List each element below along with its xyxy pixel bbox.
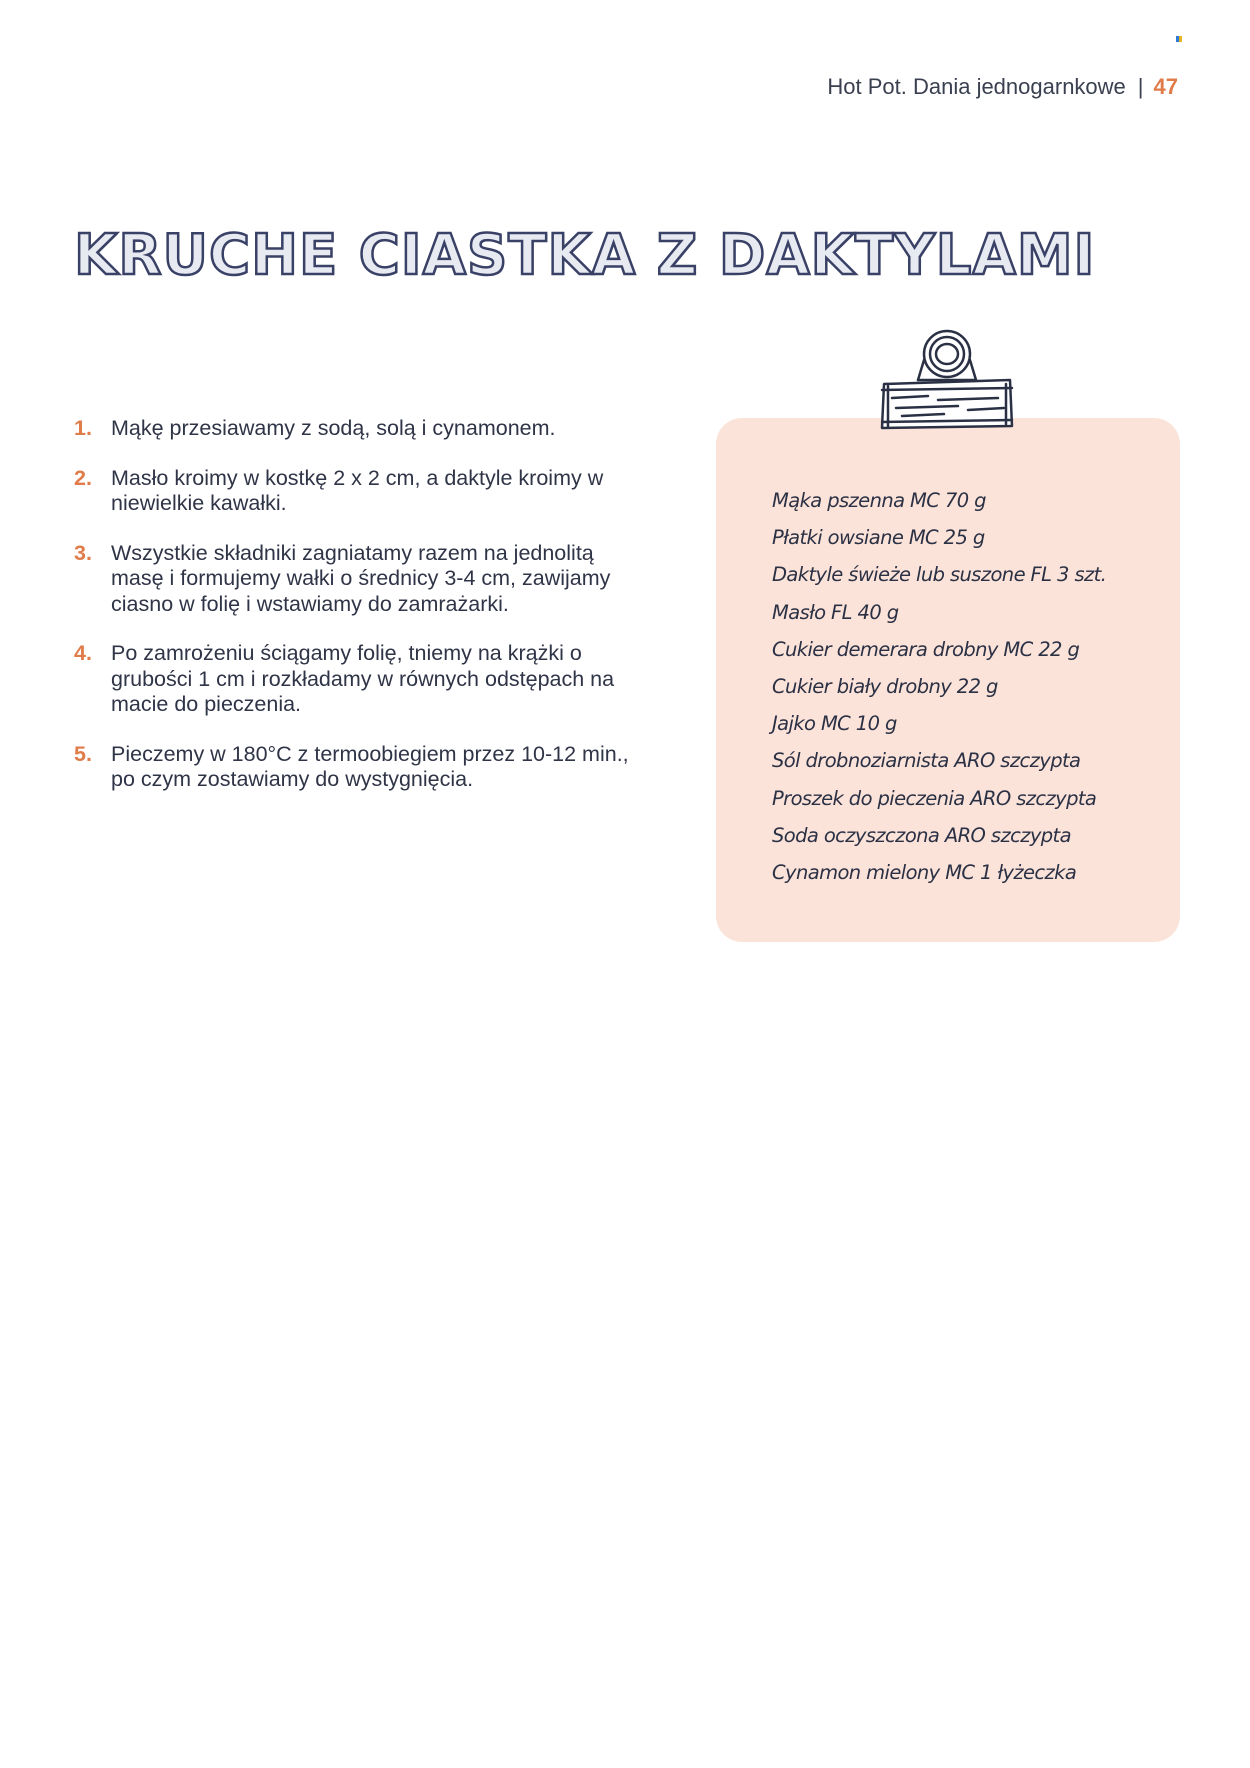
step-item — [74, 541, 634, 618]
running-header — [827, 74, 1178, 100]
step-number: 4. — [74, 641, 92, 665]
step-text: Mąkę przesiawamy z sodą, solą i cynamonem. — [111, 416, 556, 440]
recipe-title: KRUCHE CIASTKA Z DAKTYLAMI — [74, 223, 1096, 288]
step-text: Pieczemy w 180°C z termoobiegiem przez 10-12 min., po czym zostawiamy do wystygnięcia. — [111, 741, 629, 791]
preparation-steps — [74, 416, 634, 817]
step-text: Masło kroimy w kostkę 2 x 2 cm, a daktyle kroimy w niewielkie kawałki. — [111, 465, 604, 515]
ingredient-item: Soda oczyszczona ARO szczypta — [772, 823, 1071, 847]
step-text: Po zamrożeniu ściągamy folię, tniemy na krążki o grubości 1 cm i rozkładamy w równych odstępach na macie do pieczenia. — [111, 641, 615, 716]
step-number: 2. — [74, 465, 92, 490]
step-number: 5. — [74, 741, 92, 766]
section-title: Hot Pot. Dania jednogarnkowe — [827, 74, 1126, 99]
binder-clip-icon — [878, 326, 1016, 432]
ingredient-item: Jajko MC 10 g — [772, 712, 897, 736]
ingredients-list — [772, 482, 1106, 891]
ingredient-item: Płatki owsiane MC 25 g — [772, 526, 985, 550]
ingredient-item: Mąka pszenna MC 70 g — [772, 489, 986, 512]
ingredient-item: Masło FL 40 g — [772, 600, 899, 624]
step-number: 1. — [74, 416, 92, 440]
page-number: 47 — [1153, 74, 1178, 99]
step-item — [74, 742, 634, 793]
ingredient-item: Daktyle świeże lub suszone FL 3 szt. — [772, 563, 1107, 587]
ingredient-item: Cukier biały drobny 22 g — [772, 675, 998, 699]
step-item — [74, 641, 634, 718]
ingredient-item: Cukier demerara drobny MC 22 g — [772, 637, 1080, 661]
step-item — [74, 466, 634, 517]
ingredient-item: Cynamon mielony MC 1 łyżeczka — [772, 861, 1077, 885]
ingredient-item: Proszek do pieczenia ARO szczypta — [772, 786, 1097, 810]
header-separator: | — [1137, 74, 1144, 99]
step-text: Wszystkie składniki zagniatamy razem na jednolitą masę i formujemy wałki o średnicy 3-4 cm, zawijamy ciasno w folię i wstawiamy do zamrażarki. — [111, 540, 611, 616]
step-item — [74, 416, 634, 442]
corner-color-mark — [1176, 36, 1182, 42]
ingredient-item: Sól drobnoziarnista ARO szczypta — [772, 749, 1081, 773]
step-number: 3. — [74, 540, 92, 565]
